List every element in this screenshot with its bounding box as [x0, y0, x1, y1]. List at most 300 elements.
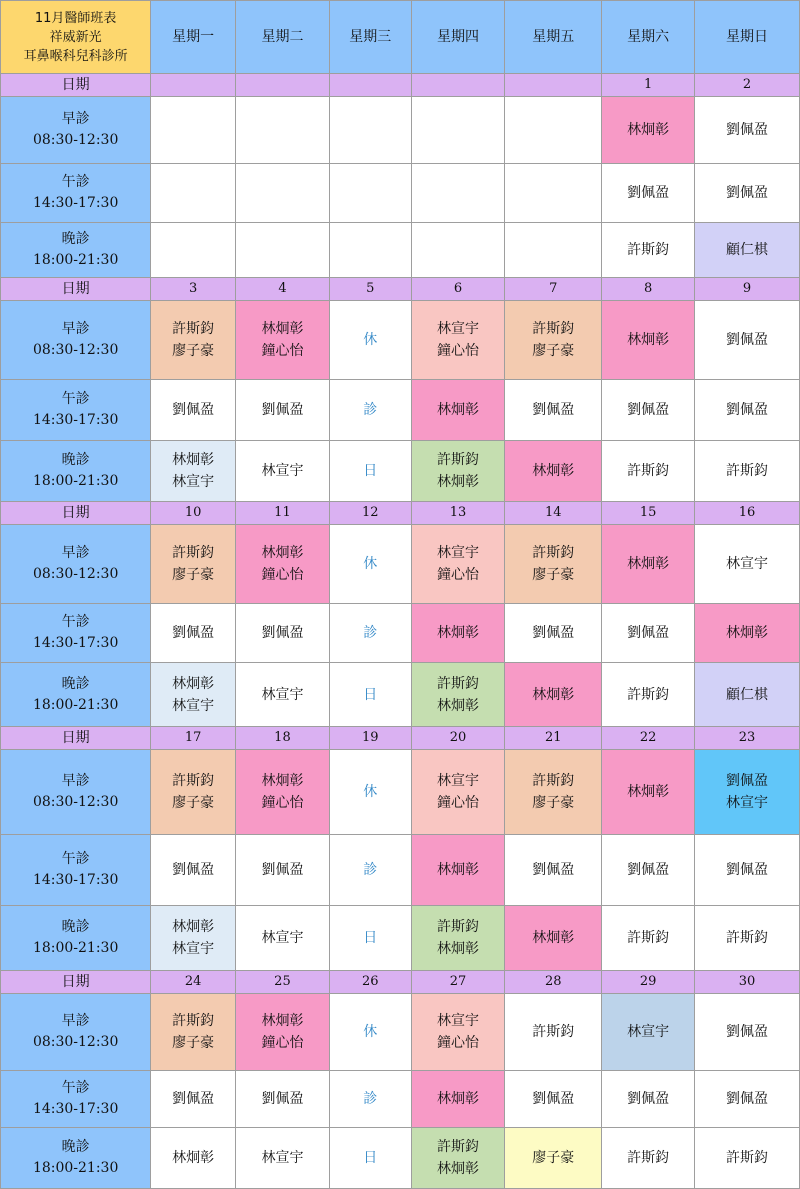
doctor-name: 林宣宇 — [436, 1013, 479, 1029]
closed-day-text: 休 — [363, 332, 378, 348]
shift-cell — [151, 663, 236, 727]
shift-cell — [329, 750, 411, 835]
session-name: 午診 — [61, 614, 90, 630]
shift-cell — [602, 604, 695, 663]
session-label — [1, 1128, 151, 1189]
shift-cell — [236, 164, 330, 223]
session-row — [1, 604, 800, 663]
shift-cell — [411, 223, 505, 278]
shift-cell — [695, 441, 800, 502]
doctor-name: 許斯鈞 — [172, 1013, 215, 1029]
session-name: 晚診 — [61, 452, 90, 468]
doctor-name: 林炯彰 — [436, 941, 479, 957]
session-label — [1, 525, 151, 604]
date-cell: 28 — [505, 971, 602, 994]
doctor-name: 劉佩盈 — [726, 332, 769, 348]
session-name: 晚診 — [61, 231, 90, 247]
closed-day-text: 休 — [363, 1024, 378, 1040]
doctor-name: 許斯鈞 — [627, 686, 670, 703]
date-label: 日期 — [1, 278, 151, 301]
doctor-name: 顧仁棋 — [726, 242, 769, 258]
doctor-name: 顧仁棋 — [726, 686, 769, 703]
session-time: 18:00-21:30 — [32, 473, 119, 489]
weekday-header: 星期四 — [411, 1, 505, 74]
shift-cell — [411, 525, 505, 604]
shift-cell — [329, 1071, 411, 1128]
session-label — [1, 663, 151, 727]
session-name: 午診 — [61, 174, 90, 190]
closed-day-text: 診 — [363, 625, 378, 641]
shift-cell — [236, 1128, 330, 1189]
shift-cell — [236, 380, 330, 441]
closed-day-text: 休 — [363, 784, 378, 800]
doctor-name: 林炯彰 — [261, 773, 304, 789]
closed-day-text: 休 — [363, 556, 378, 572]
date-row — [1, 727, 800, 750]
shift-cell — [602, 1128, 695, 1189]
doctor-name: 劉佩盈 — [172, 625, 215, 641]
shift-cell — [236, 441, 330, 502]
session-row — [1, 301, 800, 380]
doctor-name: 劉佩盈 — [726, 185, 769, 201]
doctor-name: 廖子豪 — [532, 1150, 575, 1166]
shift-cell — [151, 525, 236, 604]
session-row — [1, 750, 800, 835]
shift-cell — [411, 906, 505, 971]
date-cell — [236, 74, 330, 97]
date-cell: 8 — [602, 278, 695, 301]
shift-cell — [602, 750, 695, 835]
session-name: 午診 — [61, 1080, 90, 1096]
shift-cell — [329, 223, 411, 278]
date-cell — [329, 74, 411, 97]
shift-cell — [329, 380, 411, 441]
shift-cell — [505, 97, 602, 164]
session-label — [1, 750, 151, 835]
shift-cell — [695, 663, 800, 727]
session-row — [1, 663, 800, 727]
shift-cell — [695, 380, 800, 441]
date-cell: 15 — [602, 502, 695, 525]
doctor-name: 林炯彰 — [436, 1161, 479, 1177]
shift-cell — [695, 223, 800, 278]
doctor-name: 許斯鈞 — [627, 930, 670, 946]
doctor-name: 林炯彰 — [532, 463, 575, 479]
shift-cell — [505, 906, 602, 971]
date-cell: 12 — [329, 502, 411, 525]
shift-cell — [411, 835, 505, 906]
shift-cell — [602, 994, 695, 1071]
shift-cell — [411, 1071, 505, 1128]
doctor-name: 林宣宇 — [436, 773, 479, 789]
session-time: 18:00-21:30 — [32, 1160, 119, 1176]
session-time: 18:00-21:30 — [32, 940, 119, 956]
date-label: 日期 — [1, 971, 151, 994]
doctor-name: 許斯鈞 — [726, 930, 769, 946]
date-cell: 16 — [695, 502, 800, 525]
date-cell: 1 — [602, 74, 695, 97]
shift-cell — [602, 906, 695, 971]
session-time: 18:00-21:30 — [32, 696, 119, 713]
doctor-name: 劉佩盈 — [726, 122, 769, 138]
session-label — [1, 994, 151, 1071]
doctor-name: 許斯鈞 — [172, 545, 215, 561]
shift-cell — [329, 604, 411, 663]
doctor-name: 鐘心怡 — [261, 795, 304, 811]
doctor-name: 林炯彰 — [261, 321, 304, 337]
shift-cell — [329, 835, 411, 906]
doctor-name: 廖子豪 — [172, 1035, 215, 1051]
session-name: 早診 — [61, 545, 90, 561]
session-name: 早診 — [61, 321, 90, 337]
shift-cell — [236, 223, 330, 278]
shift-cell — [695, 1071, 800, 1128]
doctor-name: 劉佩盈 — [261, 625, 304, 641]
date-cell: 6 — [411, 278, 505, 301]
shift-cell — [411, 164, 505, 223]
session-time: 08:30-12:30 — [32, 342, 119, 358]
doctor-name: 劉佩盈 — [726, 1091, 769, 1107]
date-cell: 4 — [236, 278, 330, 301]
shift-cell — [329, 1128, 411, 1189]
shift-cell — [602, 525, 695, 604]
shift-cell — [151, 441, 236, 502]
date-cell: 24 — [151, 971, 236, 994]
shift-cell — [602, 223, 695, 278]
shift-cell — [505, 1071, 602, 1128]
date-cell — [151, 74, 236, 97]
shift-cell — [602, 1071, 695, 1128]
doctor-name: 林炯彰 — [436, 862, 479, 878]
header-row — [1, 1, 800, 74]
shift-cell — [411, 97, 505, 164]
doctor-name: 劉佩盈 — [627, 185, 670, 201]
shift-cell — [411, 994, 505, 1071]
doctor-name: 林炯彰 — [436, 402, 479, 418]
shift-cell — [329, 525, 411, 604]
doctor-name: 林炯彰 — [436, 625, 479, 641]
doctor-name: 廖子豪 — [532, 343, 575, 359]
doctor-name: 林炯彰 — [261, 1013, 304, 1029]
shift-cell — [411, 441, 505, 502]
shift-cell — [695, 97, 800, 164]
title-line: 耳鼻喉科兒科診所 — [23, 48, 128, 64]
doctor-name: 許斯鈞 — [532, 321, 575, 337]
closed-day-text: 診 — [363, 862, 378, 878]
date-cell: 3 — [151, 278, 236, 301]
shift-cell — [151, 604, 236, 663]
shift-cell — [329, 97, 411, 164]
session-time: 14:30-17:30 — [32, 195, 119, 211]
doctor-name: 劉佩盈 — [726, 402, 769, 418]
doctor-name: 許斯鈞 — [436, 675, 479, 692]
session-label — [1, 97, 151, 164]
doctor-name: 鐘心怡 — [436, 1035, 479, 1051]
weekday-header: 星期五 — [505, 1, 602, 74]
shift-cell — [602, 441, 695, 502]
doctor-name: 林宣宇 — [172, 697, 215, 714]
doctor-name: 林宣宇 — [172, 474, 215, 490]
doctor-name: 鐘心怡 — [261, 343, 304, 359]
doctor-name: 許斯鈞 — [726, 1150, 769, 1166]
doctor-name: 林宣宇 — [261, 686, 304, 703]
doctor-name: 許斯鈞 — [726, 463, 769, 479]
doctor-name: 鐘心怡 — [261, 567, 304, 583]
date-cell: 17 — [151, 727, 236, 750]
date-cell: 11 — [236, 502, 330, 525]
session-label — [1, 604, 151, 663]
doctor-name: 許斯鈞 — [532, 773, 575, 789]
doctor-name: 許斯鈞 — [172, 321, 215, 337]
session-row — [1, 223, 800, 278]
doctor-name: 劉佩盈 — [726, 1024, 769, 1040]
doctor-name: 劉佩盈 — [532, 625, 575, 641]
shift-cell — [505, 750, 602, 835]
doctor-name: 許斯鈞 — [627, 242, 670, 258]
shift-cell — [505, 663, 602, 727]
closed-day-text: 日 — [363, 686, 378, 703]
shift-cell — [695, 994, 800, 1071]
doctor-name: 許斯鈞 — [436, 1139, 479, 1155]
session-row — [1, 835, 800, 906]
doctor-name: 林炯彰 — [172, 919, 215, 935]
date-cell: 9 — [695, 278, 800, 301]
doctor-name: 林宣宇 — [627, 1024, 670, 1040]
doctor-name: 廖子豪 — [172, 795, 215, 811]
shift-cell — [329, 663, 411, 727]
session-name: 晚診 — [61, 919, 90, 935]
doctor-name: 林炯彰 — [261, 545, 304, 561]
doctor-name: 許斯鈞 — [532, 1024, 575, 1040]
shift-cell — [151, 164, 236, 223]
date-cell: 21 — [505, 727, 602, 750]
session-row — [1, 1128, 800, 1189]
shift-cell — [505, 525, 602, 604]
date-row — [1, 278, 800, 301]
doctor-name: 許斯鈞 — [436, 452, 479, 468]
date-cell — [505, 74, 602, 97]
date-cell: 30 — [695, 971, 800, 994]
session-label — [1, 441, 151, 502]
session-name: 晚診 — [61, 1139, 90, 1155]
doctor-name: 林宣宇 — [726, 556, 769, 572]
session-row — [1, 164, 800, 223]
date-cell: 13 — [411, 502, 505, 525]
weekday-header: 星期三 — [329, 1, 411, 74]
session-time: 18:00-21:30 — [32, 252, 119, 268]
doctor-name: 廖子豪 — [172, 567, 215, 583]
shift-cell — [329, 906, 411, 971]
doctor-name: 廖子豪 — [532, 795, 575, 811]
shift-cell — [505, 164, 602, 223]
shift-cell — [236, 301, 330, 380]
shift-cell — [505, 835, 602, 906]
doctor-name: 劉佩盈 — [172, 862, 215, 878]
schedule-title — [1, 1, 151, 74]
weekday-header: 星期一 — [151, 1, 236, 74]
shift-cell — [151, 223, 236, 278]
shift-cell — [151, 1071, 236, 1128]
session-label — [1, 1071, 151, 1128]
shift-cell — [329, 994, 411, 1071]
shift-cell — [236, 1071, 330, 1128]
session-name: 早診 — [61, 1013, 90, 1029]
date-cell: 5 — [329, 278, 411, 301]
doctor-name: 劉佩盈 — [172, 1091, 215, 1107]
doctor-name: 劉佩盈 — [172, 402, 215, 418]
doctor-name: 林炯彰 — [532, 930, 575, 946]
doctor-name: 林炯彰 — [172, 1150, 215, 1166]
shift-cell — [236, 97, 330, 164]
doctor-name: 鐘心怡 — [261, 1035, 304, 1051]
session-row — [1, 441, 800, 502]
doctor-name: 林宣宇 — [261, 930, 304, 946]
session-row — [1, 906, 800, 971]
date-cell: 25 — [236, 971, 330, 994]
session-label — [1, 301, 151, 380]
session-row — [1, 1071, 800, 1128]
shift-cell — [151, 380, 236, 441]
date-row — [1, 502, 800, 525]
closed-day-text: 日 — [363, 1150, 378, 1166]
doctor-name: 鐘心怡 — [436, 795, 479, 811]
doctor-name: 林宣宇 — [261, 463, 304, 479]
closed-day-text: 日 — [363, 463, 378, 479]
doctor-name: 林炯彰 — [172, 452, 215, 468]
shift-cell — [151, 835, 236, 906]
doctor-name: 林炯彰 — [627, 122, 670, 138]
doctor-name: 許斯鈞 — [436, 919, 479, 935]
doctor-name: 劉佩盈 — [627, 1091, 670, 1107]
date-cell: 23 — [695, 727, 800, 750]
shift-cell — [695, 906, 800, 971]
weekday-header: 星期六 — [602, 1, 695, 74]
shift-cell — [505, 1128, 602, 1189]
session-time: 14:30-17:30 — [32, 1101, 119, 1117]
shift-cell — [602, 380, 695, 441]
date-cell: 2 — [695, 74, 800, 97]
session-name: 早診 — [61, 773, 90, 789]
shift-cell — [236, 994, 330, 1071]
date-cell: 20 — [411, 727, 505, 750]
shift-cell — [602, 97, 695, 164]
session-time: 08:30-12:30 — [32, 132, 119, 148]
doctor-name: 廖子豪 — [172, 343, 215, 359]
session-row — [1, 380, 800, 441]
closed-day-text: 診 — [363, 1091, 378, 1107]
shift-cell — [695, 835, 800, 906]
doctor-name: 林宣宇 — [436, 321, 479, 337]
date-row — [1, 971, 800, 994]
shift-cell — [505, 994, 602, 1071]
shift-cell — [329, 164, 411, 223]
doctor-name: 許斯鈞 — [627, 1150, 670, 1166]
session-name: 午診 — [61, 391, 90, 407]
date-cell — [411, 74, 505, 97]
doctor-name: 劉佩盈 — [726, 773, 769, 789]
doctor-name: 劉佩盈 — [261, 1091, 304, 1107]
shift-cell — [236, 663, 330, 727]
session-label — [1, 835, 151, 906]
doctor-name: 劉佩盈 — [261, 402, 304, 418]
shift-cell — [151, 906, 236, 971]
date-cell: 26 — [329, 971, 411, 994]
shift-cell — [602, 663, 695, 727]
doctor-name: 林宣宇 — [261, 1150, 304, 1166]
doctor-name: 劉佩盈 — [726, 862, 769, 878]
session-label — [1, 380, 151, 441]
shift-cell — [505, 380, 602, 441]
title-line: 11月醫師班表 — [34, 10, 117, 26]
title-line: 祥威新光 — [49, 29, 102, 45]
date-cell: 27 — [411, 971, 505, 994]
shift-cell — [411, 750, 505, 835]
doctor-name: 劉佩盈 — [627, 402, 670, 418]
shift-cell — [602, 835, 695, 906]
doctor-name: 林宣宇 — [726, 795, 769, 811]
doctor-name: 林炯彰 — [436, 1091, 479, 1107]
doctor-name: 林炯彰 — [436, 697, 479, 714]
date-label: 日期 — [1, 727, 151, 750]
session-time: 08:30-12:30 — [32, 566, 119, 582]
roster-body — [1, 1, 800, 1189]
doctor-name: 林炯彰 — [172, 675, 215, 692]
doctor-name: 許斯鈞 — [532, 545, 575, 561]
date-cell: 22 — [602, 727, 695, 750]
doctor-name: 林炯彰 — [726, 625, 769, 641]
shift-cell — [329, 441, 411, 502]
session-time: 08:30-12:30 — [32, 1034, 119, 1050]
shift-cell — [505, 604, 602, 663]
session-name: 午診 — [61, 851, 90, 867]
doctor-name: 劉佩盈 — [261, 862, 304, 878]
weekday-header: 星期二 — [236, 1, 330, 74]
session-time: 08:30-12:30 — [32, 794, 119, 810]
doctor-name: 劉佩盈 — [532, 402, 575, 418]
session-row — [1, 525, 800, 604]
date-cell: 7 — [505, 278, 602, 301]
shift-cell — [695, 750, 800, 835]
doctor-name: 林炯彰 — [627, 556, 670, 572]
closed-day-text: 診 — [363, 402, 378, 418]
doctor-name: 鐘心怡 — [436, 343, 479, 359]
doctor-name: 林宣宇 — [436, 545, 479, 561]
shift-cell — [151, 994, 236, 1071]
shift-cell — [236, 750, 330, 835]
shift-cell — [236, 604, 330, 663]
session-label — [1, 164, 151, 223]
closed-day-text: 日 — [363, 930, 378, 946]
shift-cell — [411, 604, 505, 663]
doctor-name: 廖子豪 — [532, 567, 575, 583]
date-row — [1, 74, 800, 97]
shift-cell — [236, 906, 330, 971]
doctor-name: 許斯鈞 — [172, 773, 215, 789]
doctor-name: 林炯彰 — [532, 686, 575, 703]
shift-cell — [329, 301, 411, 380]
shift-cell — [695, 301, 800, 380]
shift-cell — [695, 164, 800, 223]
shift-cell — [411, 301, 505, 380]
date-cell: 19 — [329, 727, 411, 750]
shift-cell — [695, 604, 800, 663]
shift-cell — [505, 441, 602, 502]
doctor-name: 林炯彰 — [627, 332, 670, 348]
shift-cell — [151, 1128, 236, 1189]
doctor-name: 林炯彰 — [627, 784, 670, 800]
shift-cell — [411, 380, 505, 441]
shift-cell — [695, 1128, 800, 1189]
